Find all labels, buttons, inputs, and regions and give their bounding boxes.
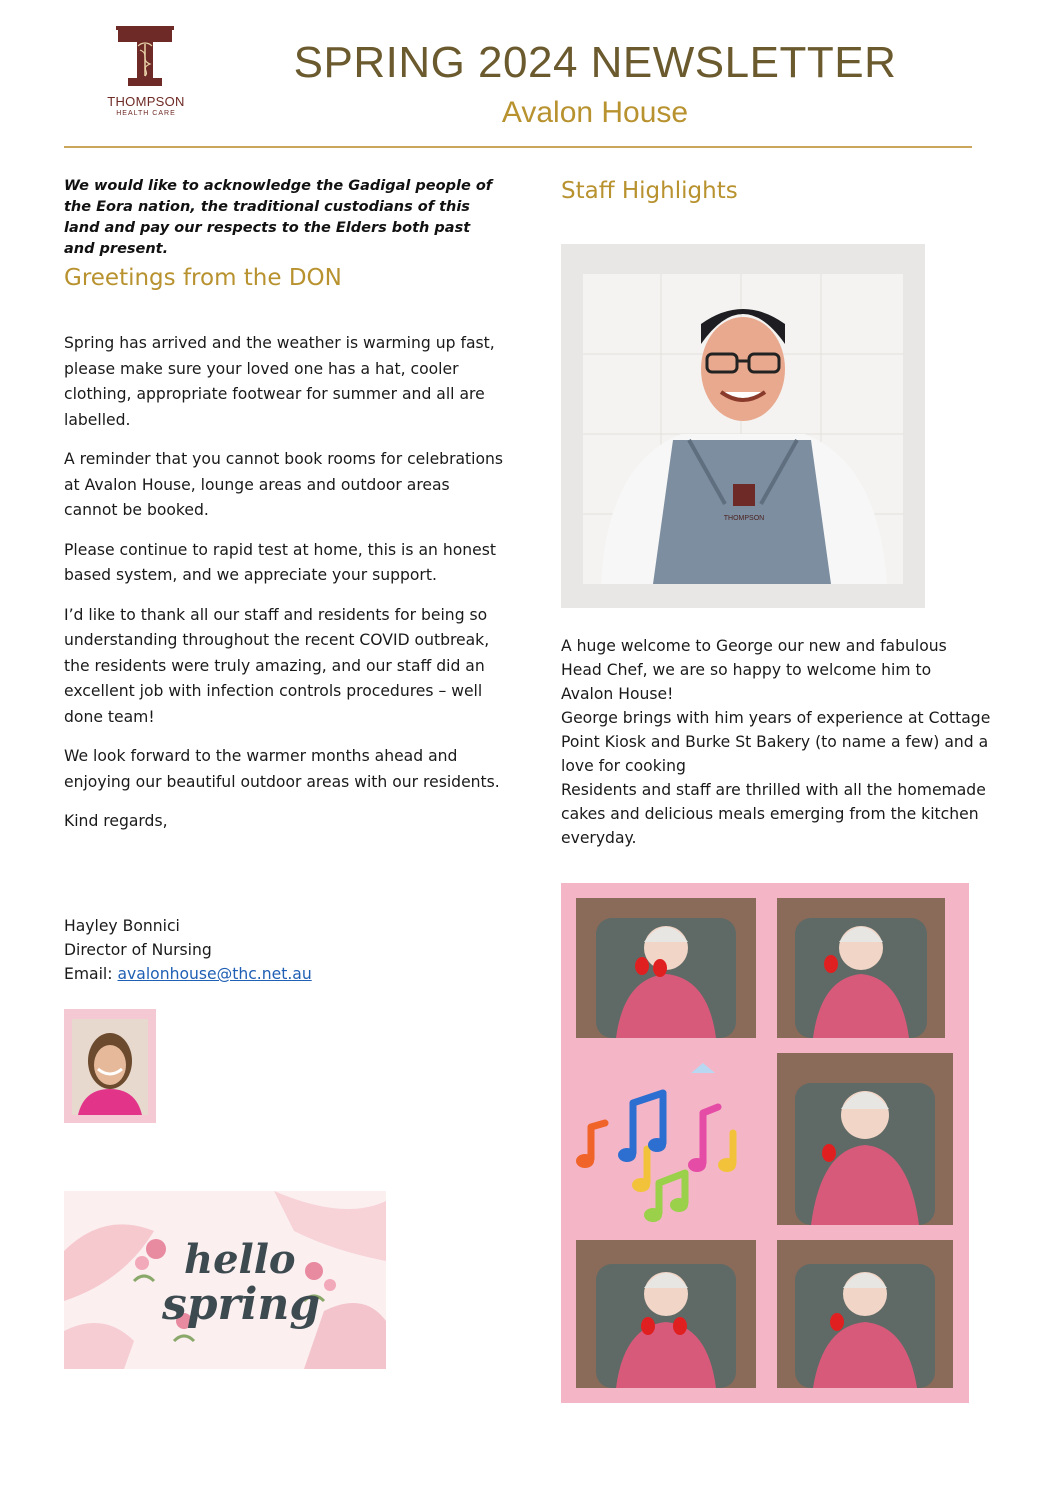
signature-block	[64, 914, 504, 986]
collage-photo	[576, 898, 756, 1038]
collage-photo	[576, 1240, 756, 1388]
resident-photo-collage	[561, 883, 969, 1403]
acknowledgement-text: We would like to acknowledge the Gadigal people of the Eora nation, the traditional custodians of this land and pay our respects to the Elders both past and present.	[64, 178, 493, 257]
don-paragraph: I’d like to thank all our staff and residents for being so understanding throughout the recent COVID outbreak, the residents were truly amazing, and our staff did an excellent job with infection controls procedures – well done team!	[64, 605, 490, 726]
staff-highlight-text	[561, 634, 1001, 850]
don-paragraph: Spring has arrived and the weather is warming up fast, please make sure your loved one has a hat, cooler clothing, appropriate footwear for summer and all are labelled.	[64, 334, 495, 429]
staff-line: Head Chef, we are so happy to welcome him to	[561, 661, 932, 679]
staff-heading: Staff Highlights	[561, 178, 738, 204]
staff-line: cakes and delicious meals emerging from the kitchen	[561, 805, 979, 823]
staff-line: Avalon House!	[561, 685, 674, 703]
header-divider	[64, 146, 972, 148]
don-paragraph: Please continue to rapid test at home, this is an honest based system, and we appreciate your support.	[64, 540, 496, 584]
logo-name: THOMPSON	[107, 94, 185, 109]
email-label: Email:	[64, 965, 118, 983]
collage-photo	[777, 1053, 953, 1225]
collage-photo	[777, 1240, 953, 1388]
thompson-logo	[96, 26, 196, 126]
music-notes-icon	[573, 1063, 769, 1223]
don-letter	[64, 331, 504, 835]
staff-line: George brings with him years of experience at Cottage	[561, 709, 991, 727]
newsletter-subtitle: Avalon House	[501, 96, 689, 129]
thompson-logo-icon	[116, 26, 174, 88]
closing-line: Kind regards,	[64, 812, 168, 830]
signature-role: Director of Nursing	[64, 941, 212, 959]
don-photo	[64, 1009, 156, 1123]
don-paragraph: We look forward to the warmer months ahead and enjoying our beautiful outdoor areas with our residents.	[64, 747, 500, 791]
head-chef-photo	[561, 244, 925, 608]
staff-line: Residents and staff are thrilled with all the homemade	[561, 781, 986, 799]
hello-spring-graphic	[64, 1191, 386, 1369]
email-link[interactable]: avalonhouse@thc.net.au	[117, 965, 312, 983]
signature-name: Hayley Bonnici	[64, 917, 180, 935]
newsletter-title: SPRING 2024 NEWSLETTER	[293, 38, 897, 87]
don-paragraph: A reminder that you cannot book rooms for celebrations at Avalon House, lounge areas and outdoor areas cannot be booked.	[64, 450, 504, 519]
apron-logo-text: THOMPSON	[723, 515, 765, 522]
staff-line: everyday.	[561, 829, 637, 847]
collage-photo	[777, 898, 945, 1038]
staff-line: A huge welcome to George our new and fabulous	[561, 637, 947, 655]
spring-word: spring	[162, 1279, 321, 1330]
staff-line: love for cooking	[561, 757, 686, 775]
signature-email-row	[64, 962, 504, 986]
staff-line: Point Kiosk and Burke St Bakery (to name a few) and a	[561, 733, 989, 751]
don-heading: Greetings from the DON	[64, 265, 342, 291]
hello-word: hello	[184, 1236, 296, 1283]
logo-subname: HEALTH CARE	[116, 110, 176, 117]
